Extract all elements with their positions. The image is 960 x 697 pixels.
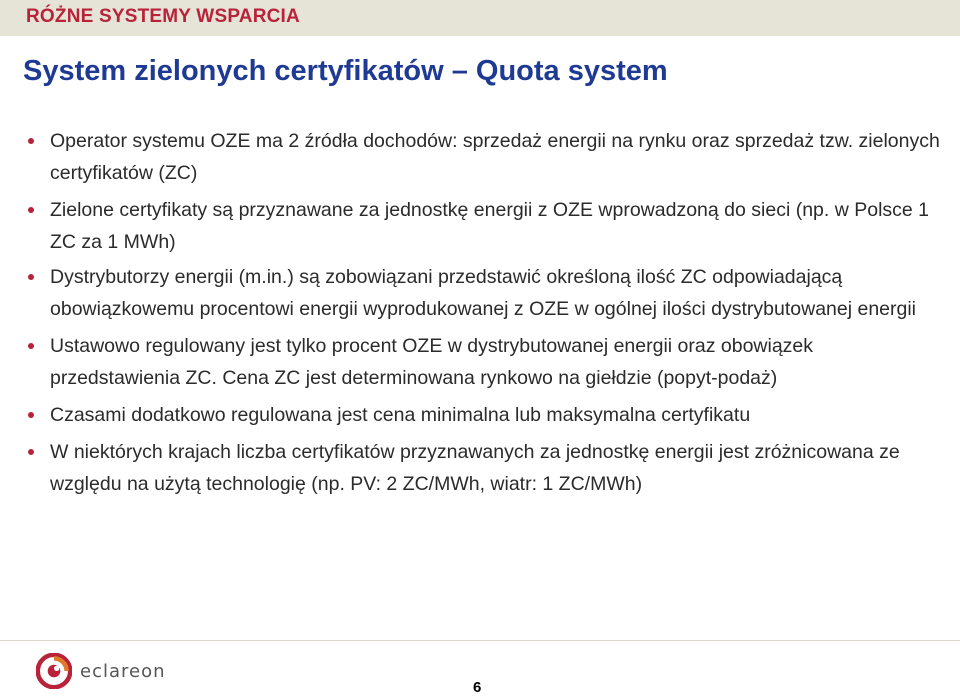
bullet-item (28, 194, 948, 258)
bullet-item (28, 261, 948, 325)
bullet-dot-icon (28, 412, 34, 418)
bullet-dot-icon (28, 343, 34, 349)
bullet-text: Dystrybutorzy energii (m.in.) są zobowiązani przedstawić określoną ilość ZC odpowiadającą obowiązkowemu procentowi energii wyprodukowanej z OZE w ogólnej ilości dystrybutowanej energii (50, 266, 917, 320)
bullet-text: Ustawowo regulowany jest tylko procent OZE w dystrybutowanej energii oraz obowiązek przedstawienia ZC. Cena ZC jest determinowana rynkowo na giełdzie (popyt-podaż) (50, 335, 814, 389)
footer-divider (0, 640, 960, 641)
section-title: RÓŻNE SYSTEMY WSPARCIA (26, 6, 300, 27)
bullet-dot-icon (28, 274, 34, 280)
bullet-text: Zielone certyfikaty są przyznawane za jednostkę energii z OZE wprowadzoną do sieci (np. w Polsce 1 ZC za 1 MWh) (50, 199, 930, 253)
eclareon-logo-icon (36, 653, 72, 689)
bullet-dot-icon (28, 207, 34, 213)
bullet-text: Czasami dodatkowo regulowana jest cena minimalna lub maksymalna certyfikatu (50, 404, 751, 426)
bullet-dot-icon (28, 138, 34, 144)
bullet-item (28, 125, 948, 189)
bullet-item (28, 436, 948, 500)
slide-title: System zielonych certyfikatów – Quota system (23, 55, 668, 87)
page-number: 6 (473, 679, 482, 696)
bullet-text: Operator systemu OZE ma 2 źródła dochodów: sprzedaż energii na rynku oraz sprzedaż tzw. zielonych certyfikatów (ZC) (50, 130, 940, 184)
bullet-dot-icon (28, 449, 34, 455)
bullet-text: W niektórych krajach liczba certyfikatów przyznawanych za jednostkę energii jest zróżnicowana ze względu na użytą technologię (np. PV: 2 ZC/MWh, wiatr: 1 ZC/MWh) (50, 441, 900, 495)
bullet-item (28, 330, 948, 394)
logo-wordmark: eclareon (80, 660, 166, 682)
footer-logo (36, 653, 166, 689)
bullet-item (28, 399, 948, 431)
bullet-list (28, 125, 948, 505)
header-band (0, 0, 960, 36)
